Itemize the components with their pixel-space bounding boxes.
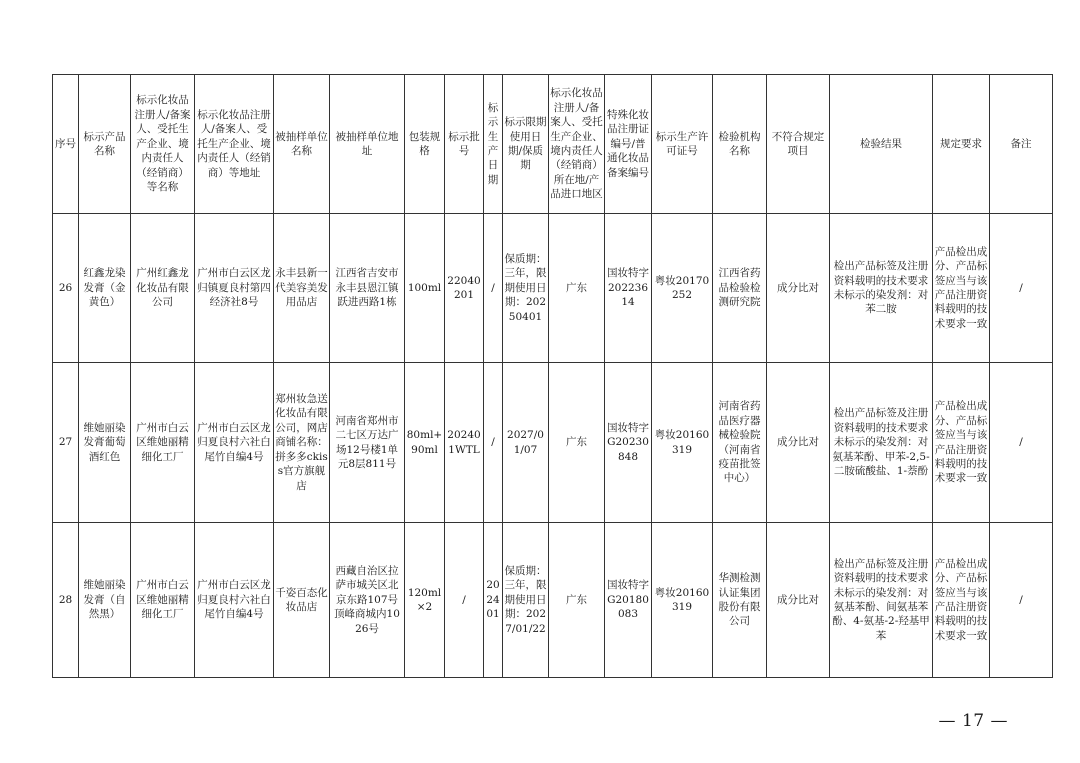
table-cell: 广州红鑫龙化妆品有限公司: [131, 214, 195, 363]
table-cell: 江西省吉安市永丰县恩江镇跃进西路1栋: [330, 214, 405, 363]
table-cell: 检出产品标签及注册资料载明的技术要求未标示的染发剂：对氨基苯酚、间氨基苯酚、4-氨基-2-羟基甲苯: [830, 523, 933, 678]
table-cell: 100ml: [405, 214, 445, 363]
table-cell: 产品检出成分、产品标签应当与该产品注册资料载明的技术要求一致: [933, 523, 990, 678]
table-cell: /: [990, 363, 1053, 523]
table-header-row: [53, 75, 1053, 214]
table-cell: 产品检出成分、产品标签应当与该产品注册资料载明的技术要求一致: [933, 214, 990, 363]
header-cell: 标示化妆品注册人/备案人、受托生产企业、境内责任人（经销商）等名称: [131, 75, 195, 214]
table-cell: 成分比对: [767, 523, 830, 678]
header-cell: 备注: [990, 75, 1053, 214]
table-cell: 202401WTL: [445, 363, 484, 523]
table-row: [53, 523, 1053, 678]
header-cell: 标示化妆品注册人/备案人、受托生产企业、境内责任人（经销商）所在地/产品进口地区: [549, 75, 605, 214]
sampling-results-table: [52, 74, 1053, 678]
header-cell: 被抽样单位名称: [274, 75, 330, 214]
table-cell: 广东: [549, 363, 605, 523]
table-cell: 2027/01/07: [503, 363, 549, 523]
table-cell: 郑州妆急送化妆品有限公司，网店商铺名称：拼多多ckiss官方旗舰店: [274, 363, 330, 523]
header-cell: 检验结果: [830, 75, 933, 214]
table-cell: 粤妆20160319: [652, 523, 713, 678]
table-cell: 西藏自治区拉萨市城关区北京东路107号顶峰商城内1026号: [330, 523, 405, 678]
table-cell: 26: [53, 214, 79, 363]
table-cell: /: [484, 363, 503, 523]
table-cell: 国妆特字G20230848: [605, 363, 652, 523]
table-cell: /: [445, 523, 484, 678]
header-cell: 标示限期使用日期/保质期: [503, 75, 549, 214]
table-cell: 粤妆20160319: [652, 363, 713, 523]
page-number: — 17 —: [938, 711, 1008, 731]
table-cell: 28: [53, 523, 79, 678]
table-cell: 保质期：三年，限期使用日期：2027/01/22: [503, 523, 549, 678]
header-cell: 标示批号: [445, 75, 484, 214]
header-cell: 标示生产许可证号: [652, 75, 713, 214]
table-cell: /: [990, 214, 1053, 363]
table-cell: 成分比对: [767, 214, 830, 363]
table-cell: 广州市白云区龙归夏良村六社白尾竹自编4号: [195, 363, 274, 523]
header-cell: 序号: [53, 75, 79, 214]
header-cell: 包装规格: [405, 75, 445, 214]
table-cell: 红鑫龙染发膏（金黄色）: [79, 214, 131, 363]
table-cell: 广州市白云区维她丽精细化工厂: [131, 363, 195, 523]
table-cell: /: [990, 523, 1053, 678]
table-cell: 检出产品标签及注册资料载明的技术要求未标示的染发剂：对氨基苯酚、甲苯-2,5-二胺硫酸盐、1-萘酚: [830, 363, 933, 523]
table-cell: 27: [53, 363, 79, 523]
table-cell: 22040201: [445, 214, 484, 363]
table-cell: 千姿百态化妆品店: [274, 523, 330, 678]
header-cell: 不符合规定项目: [767, 75, 830, 214]
table-cell: 广州市白云区龙归镇夏良村第四经济社8号: [195, 214, 274, 363]
table-cell: 粤妆20170252: [652, 214, 713, 363]
header-cell: 特殊化妆品注册证编号/普通化妆品备案编号: [605, 75, 652, 214]
table-cell: 产品检出成分、产品标签应当与该产品注册资料载明的技术要求一致: [933, 363, 990, 523]
table-cell: 河南省药品医疗器械检验院（河南省疫苗批签中心）: [713, 363, 767, 523]
table-row: [53, 363, 1053, 523]
table-row: [53, 214, 1053, 363]
table-cell: 维她丽染发膏（自然黑）: [79, 523, 131, 678]
table-cell: 江西省药品检验检测研究院: [713, 214, 767, 363]
table-cell: 120ml×2: [405, 523, 445, 678]
table-cell: 华测检测认证集团股份有限公司: [713, 523, 767, 678]
table-cell: 检出产品标签及注册资料载明的技术要求未标示的染发剂：对苯二胺: [830, 214, 933, 363]
table-cell: 永丰县新一代美容美发用品店: [274, 214, 330, 363]
table-cell: 维她丽染发膏葡萄酒红色: [79, 363, 131, 523]
table-cell: 河南省郑州市二七区万达广场12号楼1单元8层811号: [330, 363, 405, 523]
table-cell: 广州市白云区龙归夏良村六社白尾竹自编4号: [195, 523, 274, 678]
header-cell: 检验机构名称: [713, 75, 767, 214]
table-cell: 成分比对: [767, 363, 830, 523]
table-cell: 80ml+90ml: [405, 363, 445, 523]
table-cell: 202401: [484, 523, 503, 678]
header-cell: 被抽样单位地址: [330, 75, 405, 214]
header-cell: 规定要求: [933, 75, 990, 214]
table-cell: /: [484, 214, 503, 363]
table-cell: 广东: [549, 523, 605, 678]
table-cell: 保质期：三年，限期使用日期：20250401: [503, 214, 549, 363]
table-cell: 国妆特字20223614: [605, 214, 652, 363]
header-cell: 标示产品名称: [79, 75, 131, 214]
table-cell: 国妆特字G20180083: [605, 523, 652, 678]
table-cell: 广东: [549, 214, 605, 363]
header-cell: 标示化妆品注册人/备案人、受托生产企业、境内责任人（经销商）等地址: [195, 75, 274, 214]
header-cell: 标示生产日期: [484, 75, 503, 214]
table-cell: 广州市白云区维她丽精细化工厂: [131, 523, 195, 678]
